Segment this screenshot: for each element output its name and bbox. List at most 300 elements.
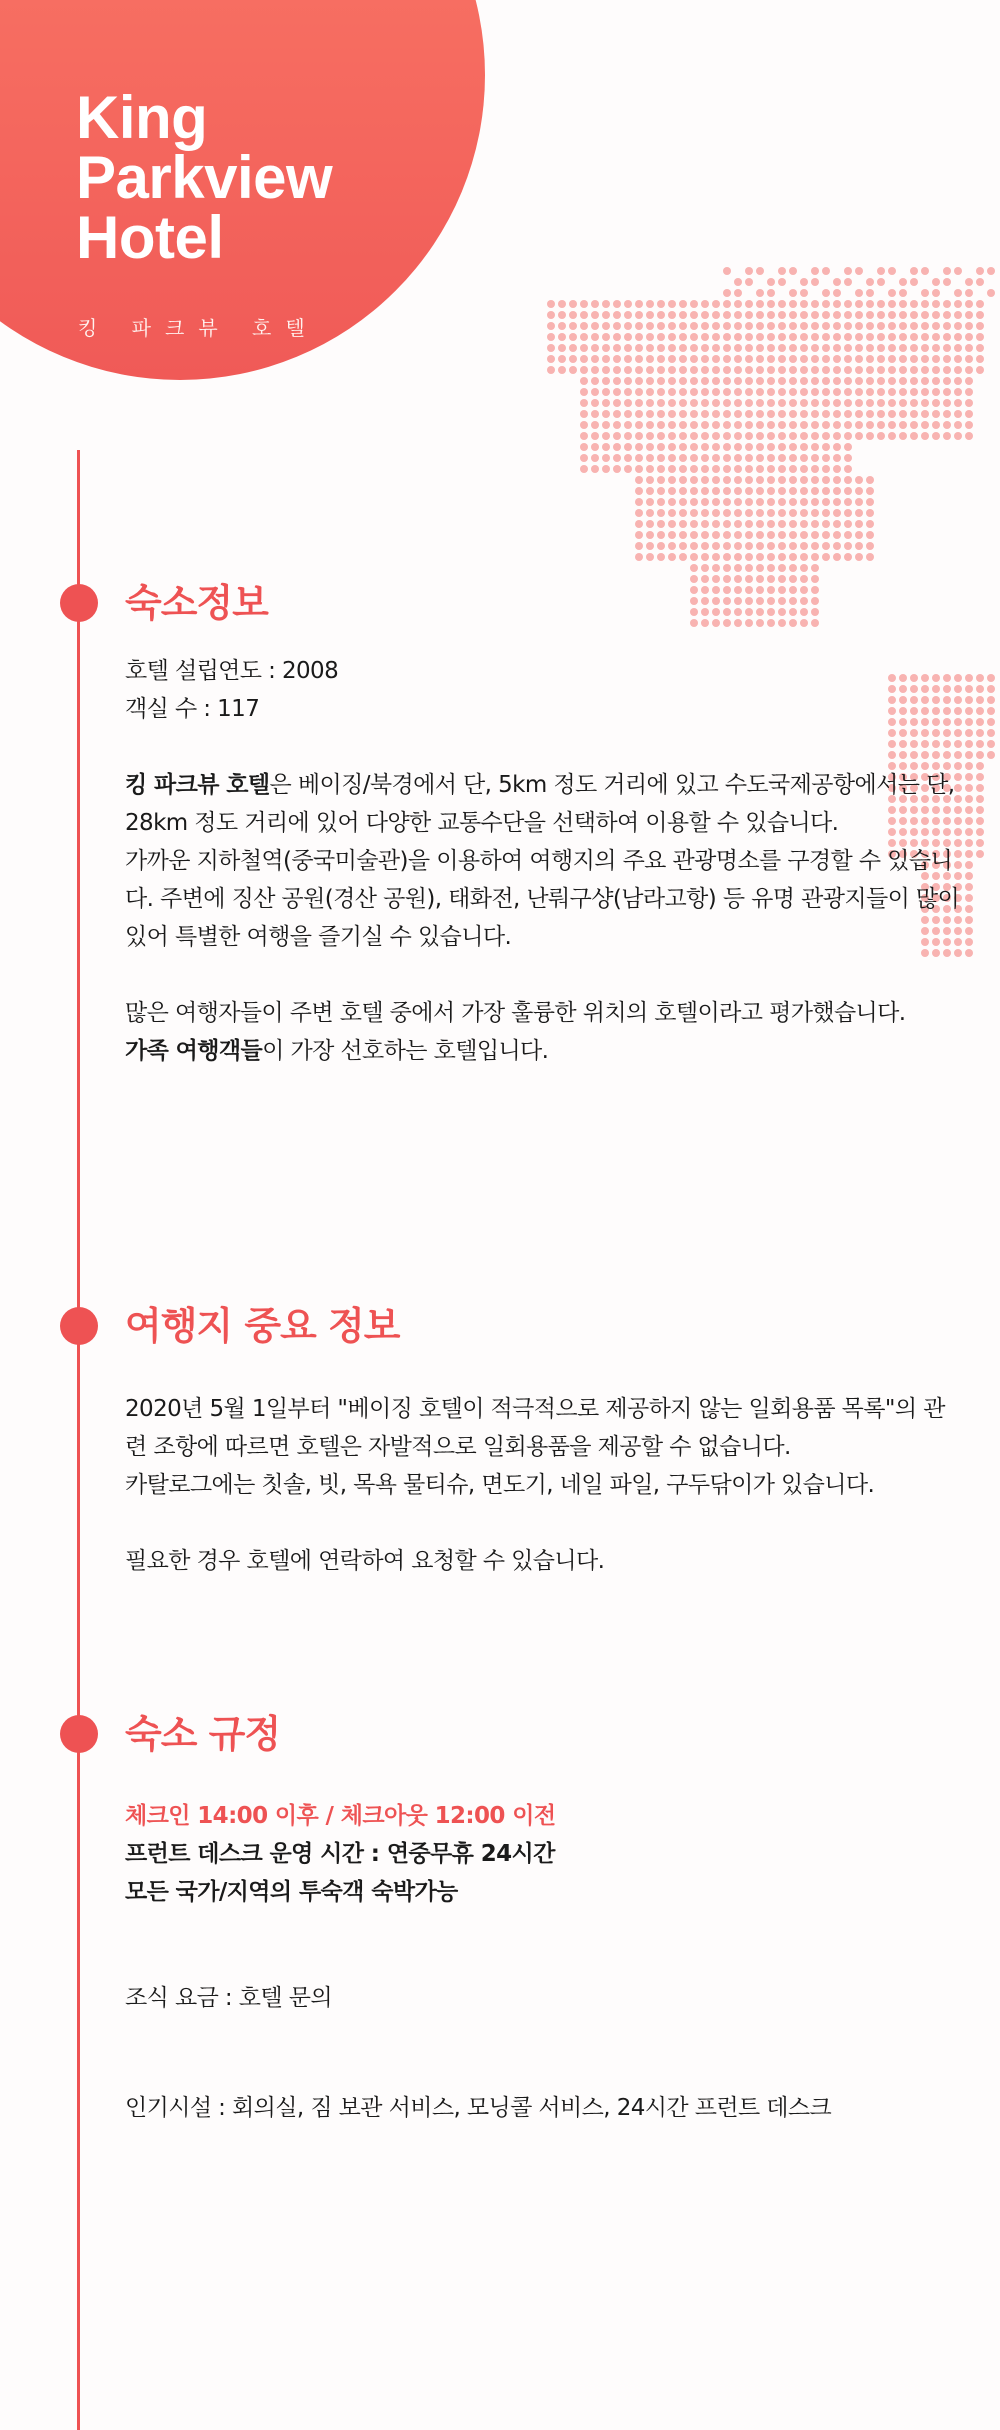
map-dot	[756, 432, 764, 440]
map-dot	[866, 300, 874, 308]
map-dot	[932, 333, 940, 341]
map-dot	[723, 498, 731, 506]
map-dot	[690, 476, 698, 484]
map-dot	[580, 421, 588, 429]
map-dot	[547, 366, 555, 374]
map-dot	[811, 300, 819, 308]
map-dot	[811, 465, 819, 473]
map-dot	[613, 465, 621, 473]
map-dot	[965, 399, 973, 407]
location-text: 은 베이징/북경에서 단, 5km 정도 거리에 있고 수도국제공항에서는 단, 28km 정도 거리에 있어 다양한 교통수단을 선택하여 이용할 수 있습니다.	[125, 772, 955, 836]
map-dot	[657, 399, 665, 407]
map-dot	[965, 696, 973, 704]
map-dot	[932, 377, 940, 385]
map-dot	[943, 311, 951, 319]
map-dot	[877, 311, 885, 319]
map-dot	[833, 465, 841, 473]
map-dot	[723, 487, 731, 495]
map-dot	[668, 333, 676, 341]
map-dot	[635, 509, 643, 517]
map-dot	[833, 377, 841, 385]
map-dot	[690, 355, 698, 363]
map-dot	[932, 300, 940, 308]
map-dot	[921, 355, 929, 363]
map-dot	[866, 322, 874, 330]
map-dot	[811, 509, 819, 517]
map-dot	[701, 333, 709, 341]
map-dot	[767, 322, 775, 330]
map-dot	[976, 707, 984, 715]
map-dot	[778, 487, 786, 495]
map-dot	[701, 619, 709, 627]
map-dot	[965, 751, 973, 759]
map-dot	[921, 311, 929, 319]
map-dot	[558, 344, 566, 352]
map-dot	[723, 366, 731, 374]
map-dot	[954, 322, 962, 330]
front-desk-hours: 프런트 데스크 운영 시간 : 연중무휴 24시간	[125, 1841, 555, 1867]
map-dot	[800, 377, 808, 385]
map-dot	[613, 432, 621, 440]
map-dot	[668, 498, 676, 506]
map-dot	[910, 432, 918, 440]
map-dot	[778, 344, 786, 352]
map-dot	[899, 278, 907, 286]
map-dot	[811, 520, 819, 528]
map-dot	[657, 443, 665, 451]
map-dot	[624, 366, 632, 374]
map-dot	[910, 377, 918, 385]
map-dot	[844, 322, 852, 330]
map-dot	[745, 465, 753, 473]
map-dot	[657, 344, 665, 352]
map-dot	[580, 388, 588, 396]
map-dot	[646, 399, 654, 407]
map-dot	[987, 696, 995, 704]
map-dot	[712, 322, 720, 330]
map-dot	[635, 311, 643, 319]
map-dot	[910, 311, 918, 319]
map-dot	[657, 509, 665, 517]
map-dot	[668, 531, 676, 539]
map-dot	[976, 762, 984, 770]
map-dot	[778, 465, 786, 473]
map-dot	[767, 553, 775, 561]
map-dot	[822, 289, 830, 297]
map-dot	[734, 586, 742, 594]
map-dot	[679, 399, 687, 407]
map-dot	[844, 542, 852, 550]
map-dot	[712, 586, 720, 594]
map-dot	[932, 410, 940, 418]
map-dot	[756, 454, 764, 462]
map-dot	[811, 388, 819, 396]
map-dot	[789, 454, 797, 462]
map-dot	[976, 850, 984, 858]
map-dot	[844, 498, 852, 506]
map-dot	[833, 278, 841, 286]
map-dot	[756, 520, 764, 528]
map-dot	[965, 674, 973, 682]
map-dot	[701, 575, 709, 583]
map-dot	[778, 333, 786, 341]
map-dot	[877, 432, 885, 440]
map-dot	[668, 421, 676, 429]
map-dot	[965, 861, 973, 869]
map-dot	[701, 498, 709, 506]
map-dot	[921, 366, 929, 374]
map-dot	[723, 520, 731, 528]
map-dot	[943, 366, 951, 374]
map-dot	[976, 674, 984, 682]
map-dot	[591, 311, 599, 319]
map-dot	[668, 443, 676, 451]
map-dot	[613, 421, 621, 429]
map-dot	[657, 300, 665, 308]
map-dot	[613, 322, 621, 330]
map-dot	[745, 432, 753, 440]
map-dot	[954, 432, 962, 440]
map-dot	[723, 553, 731, 561]
map-dot	[789, 443, 797, 451]
map-dot	[646, 487, 654, 495]
map-dot	[602, 432, 610, 440]
map-dot	[866, 289, 874, 297]
map-dot	[712, 344, 720, 352]
map-dot	[591, 322, 599, 330]
map-dot	[866, 498, 874, 506]
map-dot	[965, 927, 973, 935]
map-dot	[635, 366, 643, 374]
map-dot	[921, 300, 929, 308]
map-dot	[987, 707, 995, 715]
map-dot	[591, 366, 599, 374]
map-dot	[855, 344, 863, 352]
map-dot	[767, 531, 775, 539]
map-dot	[767, 608, 775, 616]
map-dot	[800, 300, 808, 308]
map-dot	[844, 311, 852, 319]
map-dot	[646, 432, 654, 440]
map-dot	[965, 740, 973, 748]
map-dot	[833, 333, 841, 341]
map-dot	[800, 487, 808, 495]
map-dot	[690, 410, 698, 418]
map-dot	[855, 553, 863, 561]
map-dot	[855, 377, 863, 385]
map-dot	[811, 454, 819, 462]
map-dot	[635, 399, 643, 407]
map-dot	[635, 432, 643, 440]
map-dot	[679, 443, 687, 451]
map-dot	[668, 399, 676, 407]
map-dot	[646, 300, 654, 308]
map-dot	[833, 531, 841, 539]
map-dot	[635, 498, 643, 506]
map-dot	[613, 333, 621, 341]
map-dot	[690, 366, 698, 374]
map-dot	[745, 311, 753, 319]
map-dot	[888, 289, 896, 297]
map-dot	[943, 377, 951, 385]
map-dot	[987, 718, 995, 726]
map-dot	[734, 465, 742, 473]
map-dot	[690, 509, 698, 517]
map-dot	[646, 542, 654, 550]
map-dot	[756, 542, 764, 550]
map-dot	[701, 553, 709, 561]
map-dot	[723, 311, 731, 319]
map-dot	[976, 366, 984, 374]
map-dot	[800, 520, 808, 528]
map-dot	[756, 575, 764, 583]
map-dot	[646, 410, 654, 418]
map-dot	[723, 388, 731, 396]
map-dot	[965, 894, 973, 902]
nearby-paragraph: 가까운 지하철역(중국미술관)을 이용하여 여행지의 주요 관광명소를 구경할 수 있습니다. 주변에 징산 공원(경산 공원), 태화전, 난뤄구샹(남라고항) 등 유명 관광지들이 많이 있어 특별한 여행을 즐기실 수 있습니다.	[125, 848, 960, 950]
map-dot	[932, 344, 940, 352]
map-dot	[668, 454, 676, 462]
map-dot	[877, 399, 885, 407]
map-dot	[800, 443, 808, 451]
map-dot	[778, 366, 786, 374]
map-dot	[778, 498, 786, 506]
map-dot	[712, 498, 720, 506]
map-dot	[756, 553, 764, 561]
map-dot	[690, 333, 698, 341]
map-dot	[679, 432, 687, 440]
map-dot	[635, 520, 643, 528]
map-dot	[767, 355, 775, 363]
map-dot	[965, 344, 973, 352]
map-dot	[921, 432, 929, 440]
map-dot	[668, 465, 676, 473]
map-dot	[789, 487, 797, 495]
map-dot	[767, 443, 775, 451]
map-dot	[800, 542, 808, 550]
map-dot	[965, 905, 973, 913]
map-dot	[657, 333, 665, 341]
map-dot	[701, 531, 709, 539]
request-note: 필요한 경우 호텔에 연락하여 요청할 수 있습니다.	[125, 1548, 605, 1574]
map-dot	[657, 487, 665, 495]
map-dot	[954, 300, 962, 308]
map-dot	[767, 498, 775, 506]
map-dot	[844, 399, 852, 407]
map-dot	[855, 520, 863, 528]
map-dot	[899, 388, 907, 396]
map-dot	[602, 388, 610, 396]
map-dot	[932, 432, 940, 440]
map-dot	[778, 278, 786, 286]
map-dot	[855, 289, 863, 297]
map-dot	[712, 531, 720, 539]
map-dot	[767, 476, 775, 484]
map-dot	[723, 586, 731, 594]
map-dot	[888, 300, 896, 308]
map-dot	[657, 520, 665, 528]
map-dot	[822, 377, 830, 385]
map-dot	[767, 388, 775, 396]
map-dot	[756, 586, 764, 594]
map-dot	[569, 366, 577, 374]
map-dot	[833, 366, 841, 374]
map-dot	[789, 366, 797, 374]
hotel-name-bold: 킹 파크뷰 호텔	[125, 772, 270, 798]
map-dot	[899, 322, 907, 330]
map-dot	[602, 366, 610, 374]
map-dot	[877, 322, 885, 330]
map-dot	[910, 421, 918, 429]
map-dot	[921, 421, 929, 429]
map-dot	[690, 487, 698, 495]
map-dot	[811, 531, 819, 539]
map-dot	[745, 267, 753, 275]
family-travelers-bold: 가족 여행객들	[125, 1038, 263, 1064]
map-dot	[888, 344, 896, 352]
map-dot	[976, 773, 984, 781]
map-dot	[756, 289, 764, 297]
map-dot	[833, 388, 841, 396]
map-dot	[987, 674, 995, 682]
map-dot	[756, 608, 764, 616]
map-dot	[778, 619, 786, 627]
map-dot	[976, 300, 984, 308]
map-dot	[569, 344, 577, 352]
map-dot	[734, 311, 742, 319]
map-dot	[800, 553, 808, 561]
map-dot	[965, 883, 973, 891]
map-dot	[602, 377, 610, 385]
amenities-catalog: 카탈로그에는 칫솔, 빗, 목욕 물티슈, 면도기, 네일 파일, 구두닦이가 있습니다.	[125, 1472, 875, 1498]
guest-policy: 모든 국가/지역의 투숙객 숙박가능	[125, 1879, 458, 1905]
map-dot	[613, 366, 621, 374]
map-dot	[789, 542, 797, 550]
map-dot	[855, 311, 863, 319]
map-dot	[635, 421, 643, 429]
map-dot	[767, 619, 775, 627]
map-dot	[624, 311, 632, 319]
map-dot	[932, 278, 940, 286]
map-dot	[591, 344, 599, 352]
map-dot	[756, 410, 764, 418]
map-dot	[866, 520, 874, 528]
map-dot	[745, 597, 753, 605]
map-dot	[811, 498, 819, 506]
map-dot	[734, 476, 742, 484]
map-dot	[756, 597, 764, 605]
map-dot	[613, 399, 621, 407]
map-dot	[866, 542, 874, 550]
map-dot	[866, 509, 874, 517]
map-dot	[602, 333, 610, 341]
map-dot	[855, 300, 863, 308]
map-dot	[866, 476, 874, 484]
map-dot	[756, 476, 764, 484]
map-dot	[701, 421, 709, 429]
map-dot	[954, 267, 962, 275]
map-dot	[976, 729, 984, 737]
map-dot	[690, 553, 698, 561]
map-dot	[723, 454, 731, 462]
map-dot	[756, 333, 764, 341]
map-dot	[965, 795, 973, 803]
map-dot	[899, 377, 907, 385]
map-dot	[745, 344, 753, 352]
map-dot	[580, 454, 588, 462]
map-dot	[668, 520, 676, 528]
map-dot	[866, 388, 874, 396]
map-dot	[657, 377, 665, 385]
accommodation-info-body	[125, 652, 960, 1070]
map-dot	[701, 443, 709, 451]
map-dot	[987, 685, 995, 693]
map-dot	[877, 388, 885, 396]
map-dot	[767, 454, 775, 462]
map-dot	[778, 509, 786, 517]
map-dot	[756, 300, 764, 308]
map-dot	[580, 377, 588, 385]
map-dot	[965, 773, 973, 781]
map-dot	[756, 509, 764, 517]
map-dot	[668, 355, 676, 363]
map-dot	[701, 465, 709, 473]
map-dot	[866, 421, 874, 429]
map-dot	[646, 531, 654, 539]
map-dot	[701, 410, 709, 418]
map-dot	[767, 564, 775, 572]
map-dot	[690, 619, 698, 627]
map-dot	[965, 949, 973, 957]
map-dot	[800, 619, 808, 627]
map-dot	[723, 542, 731, 550]
map-dot	[756, 465, 764, 473]
family-paragraph	[125, 1032, 960, 1070]
map-dot	[877, 344, 885, 352]
map-dot	[822, 487, 830, 495]
map-dot	[635, 542, 643, 550]
map-dot	[789, 575, 797, 583]
map-dot	[866, 553, 874, 561]
map-dot	[811, 410, 819, 418]
map-dot	[657, 421, 665, 429]
map-dot	[712, 443, 720, 451]
map-dot	[723, 410, 731, 418]
map-dot	[921, 410, 929, 418]
map-dot	[624, 333, 632, 341]
map-dot	[844, 454, 852, 462]
map-dot	[624, 465, 632, 473]
map-dot	[888, 322, 896, 330]
map-dot	[800, 564, 808, 572]
map-dot	[899, 344, 907, 352]
map-dot	[657, 498, 665, 506]
travel-info-body	[125, 1390, 960, 1580]
map-dot	[646, 355, 654, 363]
map-dot	[734, 399, 742, 407]
map-dot	[800, 421, 808, 429]
map-dot	[624, 410, 632, 418]
map-dot	[822, 267, 830, 275]
map-dot	[954, 388, 962, 396]
map-dot	[580, 432, 588, 440]
map-dot	[822, 300, 830, 308]
map-dot	[833, 487, 841, 495]
map-dot	[657, 311, 665, 319]
map-dot	[910, 388, 918, 396]
map-dot	[844, 388, 852, 396]
map-dot	[668, 476, 676, 484]
